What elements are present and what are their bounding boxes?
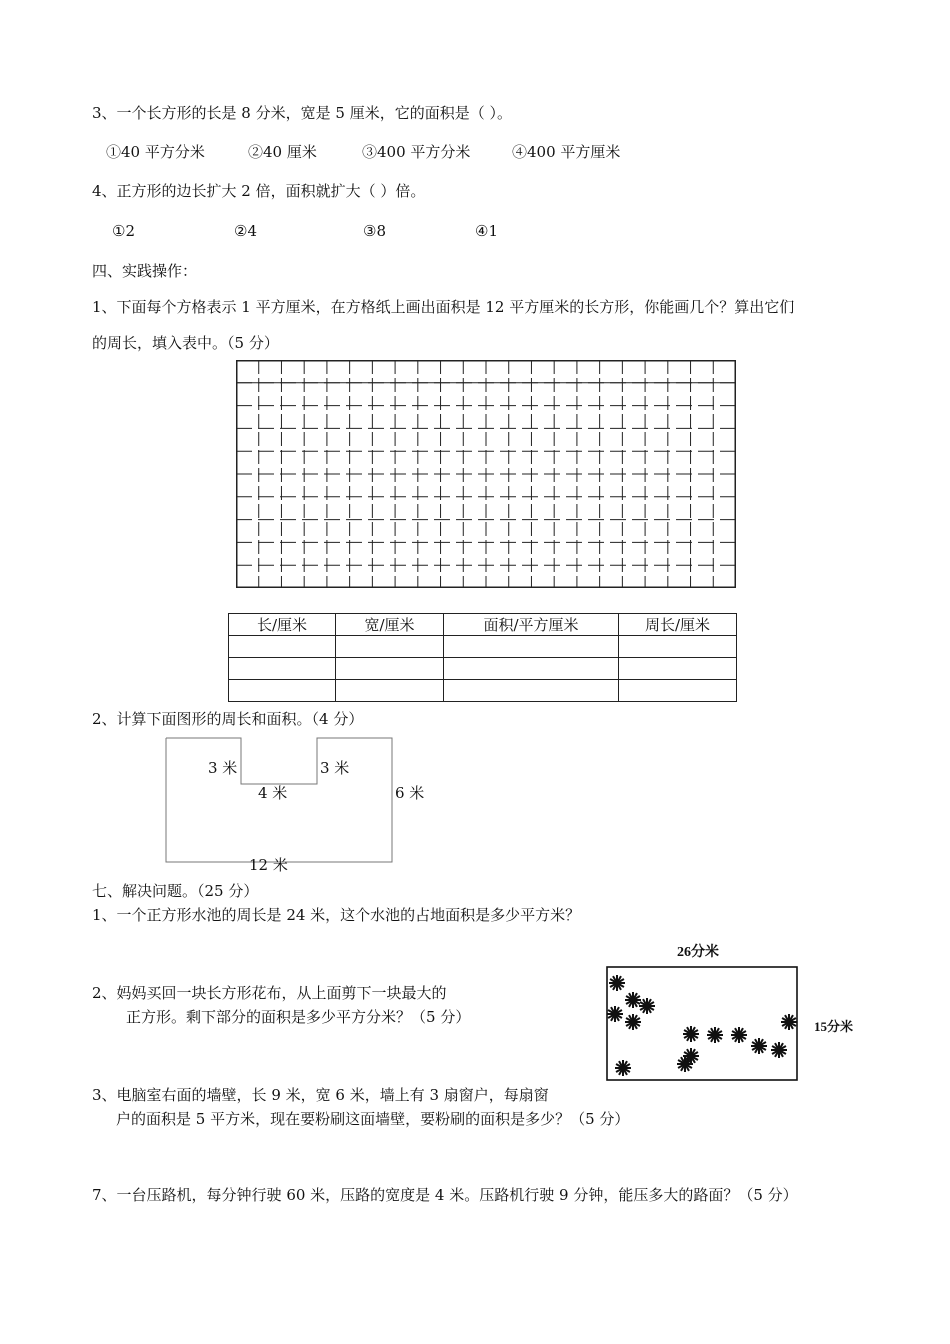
table-cell[interactable]: [444, 658, 619, 680]
flower-icon: [607, 1006, 623, 1022]
label-notch-width: 4 米: [258, 784, 288, 802]
table-cell[interactable]: [336, 658, 444, 680]
flower-icon: [609, 975, 625, 991]
flower-icon: [707, 1027, 723, 1043]
header-width: 宽/厘米: [336, 614, 444, 636]
practice-1-line-1: 1、下面每个方格表示 1 平方厘米，在方格纸上画出面积是 12 平方厘米的长方形，你能画几个？算出它们: [92, 298, 795, 316]
table-row: [229, 680, 737, 702]
q3-option-1: ①40 平方分米: [106, 143, 205, 161]
fabric-figure: [603, 938, 865, 1086]
question-4: 4、正方形的边长扩大 2 倍，面积就扩大（ ）倍。: [92, 182, 426, 200]
flower-icon: [751, 1038, 767, 1054]
flower-icon: [639, 998, 655, 1014]
table-header-row: [229, 614, 737, 636]
table-cell[interactable]: [444, 680, 619, 702]
problem-3-line-1: 3、电脑室右面的墙壁，长 9 米，宽 6 米，墙上有 3 扇窗户，每扇窗: [92, 1086, 549, 1104]
table-cell[interactable]: [444, 636, 619, 658]
q3-option-4: ④400 平方厘米: [512, 143, 621, 161]
table-cell[interactable]: [619, 680, 737, 702]
section-7-heading: 七、解决问题。（25 分）: [92, 882, 259, 900]
flower-pattern: [607, 975, 797, 1076]
table-cell[interactable]: [336, 680, 444, 702]
problem-1: 1、一个正方形水池的周长是 24 米，这个水池的占地面积是多少平方米？: [92, 906, 581, 924]
answer-table: [228, 613, 737, 702]
question-3: 3、一个长方形的长是 8 分米，宽是 5 厘米，它的面积是（ ）。: [92, 104, 512, 122]
header-length: 长/厘米: [229, 614, 336, 636]
flower-icon: [771, 1042, 787, 1058]
fabric-top-label: 26分米: [677, 945, 719, 960]
q4-option-1: ①2: [112, 222, 135, 240]
header-area: 面积/平方厘米: [444, 614, 619, 636]
header-perimeter: 周长/厘米: [619, 614, 737, 636]
q4-option-2: ②4: [234, 222, 257, 240]
table-cell[interactable]: [336, 636, 444, 658]
table-cell[interactable]: [229, 658, 336, 680]
label-left-notch: 3 米: [208, 759, 238, 777]
table-row: [229, 636, 737, 658]
problem-7: 7、一台压路机，每分钟行驶 60 米，压路的宽度是 4 米。压路机行驶 9 分钟，能压多大的路面？（5 分）: [92, 1186, 798, 1204]
grid-paper: [236, 360, 736, 588]
section-4-heading: 四、实践操作：: [92, 262, 198, 280]
label-right-notch: 3 米: [320, 759, 350, 777]
q4-option-3: ③8: [363, 222, 386, 240]
problem-3-line-2: 户的面积是 5 平方米，现在要粉刷这面墙壁，要粉刷的面积是多少？（5 分）: [116, 1110, 630, 1128]
table-cell[interactable]: [619, 658, 737, 680]
flower-icon: [615, 1060, 631, 1076]
label-height: 6 米: [395, 784, 425, 802]
label-width: 12 米: [249, 856, 288, 874]
table-cell[interactable]: [229, 636, 336, 658]
problem-2-line-1: 2、妈妈买回一块长方形花布，从上面剪下一块最大的: [92, 984, 447, 1002]
table-row: [229, 658, 737, 680]
table-cell[interactable]: [229, 680, 336, 702]
flower-icon: [731, 1027, 747, 1043]
q3-option-2: ②40 厘米: [248, 143, 317, 161]
practice-1-line-2: 的周长，填入表中。（5 分）: [92, 334, 279, 352]
flower-icon: [625, 992, 641, 1008]
q4-option-4: ④1: [475, 222, 498, 240]
fabric-side-label: 15分米: [814, 1019, 854, 1034]
table-cell[interactable]: [619, 636, 737, 658]
flower-icon: [781, 1014, 797, 1030]
flower-icon: [683, 1026, 699, 1042]
q3-option-3: ③400 平方分米: [362, 143, 471, 161]
practice-2: 2、计算下面图形的周长和面积。（4 分）: [92, 710, 364, 728]
problem-2-line-2: 正方形。剩下部分的面积是多少平方分米？（5 分）: [126, 1008, 471, 1026]
flower-icon: [625, 1014, 641, 1030]
